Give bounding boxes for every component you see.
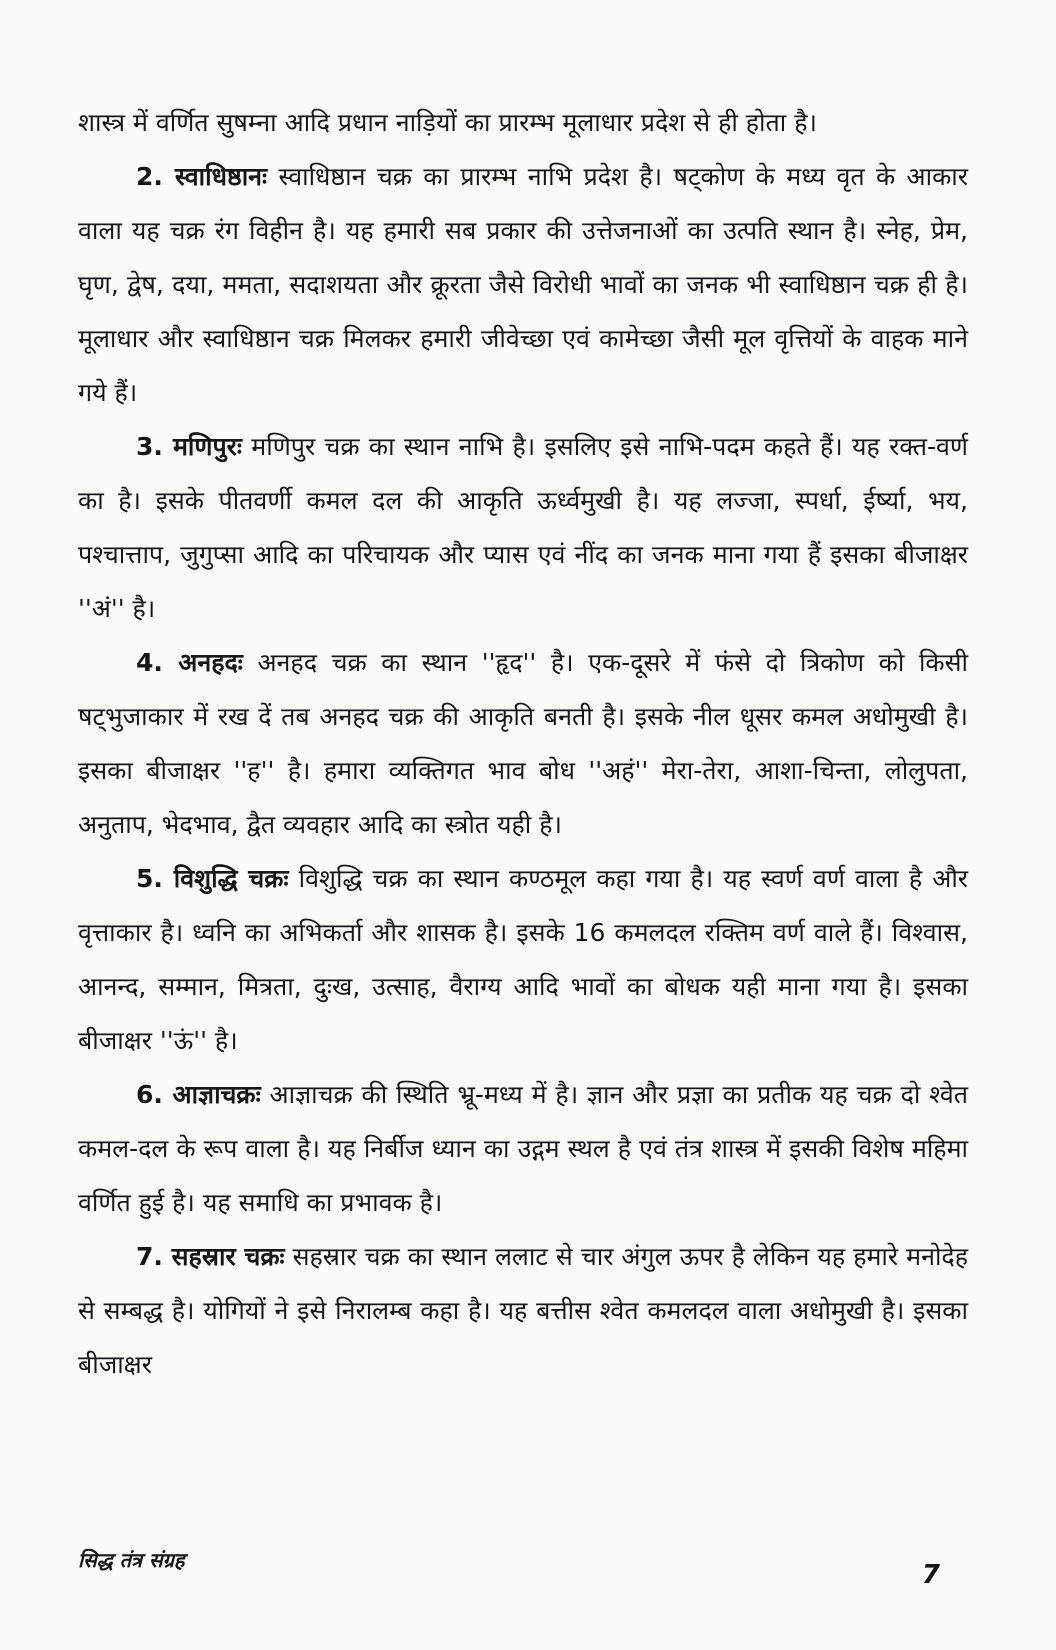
paragraph-text: अनहद चक्र का स्थान ''हृद'' है। एक-दूसरे में फंसे दो त्रिकोण को किसी षट्भुजाकार में रख दें तब अनहद चक्र की आकृति बनती है। इसके नील धूसर कमल अधोमुखी है। इसका बीजाक्षर ''ह'' है। हमारा व्यक्तिगत भाव बोध ''अहं'' मेरा-तेरा, आशा-चिन्ता, लोलुपता, अनुताप, भेदभाव, द्वैत व्यवहार आदि का स्त्रोत यही है। xyxy=(78,648,968,839)
section-heading: 3. मणिपुरः xyxy=(136,432,242,461)
paragraph-text: आज्ञाचक्र की स्थिति भ्रू-मध्य में है। ज्ञान और प्रज्ञा का प्रतीक यह चक्र दो श्वेत कमल-दल के रूप वाला है। यह निर्बीज ध्यान का उद्गम स्थल है एवं तंत्र शास्त्र में इसकी विशेष महिमा वर्णित हुई है। यह समाधि का प्रभावक है। xyxy=(78,1080,968,1217)
paragraph-text: विशुद्धि चक्र का स्थान कण्ठमूल कहा गया है। यह स्वर्ण वर्ण वाला है और वृत्ताकार है। ध्वनि का अभिकर्ता और शासक है। इसके 16 कमलदल रक्तिम वर्ण वाले हैं। विश्वास, आनन्द, सम्मान, मित्रता, दुःख, उत्साह, वैराग्य आदि भावों का बोधक यही माना गया है। इसका बीजाक्षर ''ऊं'' है। xyxy=(78,864,969,1055)
page-number: 7 xyxy=(921,1560,940,1590)
section-heading: 6. आज्ञाचक्रः xyxy=(136,1080,261,1109)
paragraph-sahasrar xyxy=(78,1230,968,1392)
page-body xyxy=(78,96,968,1392)
paragraph-vishuddhi xyxy=(78,852,968,1068)
paragraph-manipur xyxy=(78,420,968,636)
paragraph-anahad xyxy=(78,636,968,852)
paragraph-text: मणिपुर चक्र का स्थान नाभि है। इसलिए इसे नाभि-पदम कहते हैं। यह रक्त-वर्ण का है। इसके पीतवर्णी कमल दल की आकृति ऊर्ध्वमुखी है। यह लज्जा, स्पर्धा, ईर्ष्या, भय, पश्चात्ताप, जुगुप्सा आदि का परिचायक और प्यास एवं नींद का जनक माना गया हैं इसका बीजाक्षर ''अं'' है। xyxy=(78,432,968,623)
paragraph-text: स्वाधिष्ठान चक्र का प्रारम्भ नाभि प्रदेश है। षट्कोण के मध्य वृत के आकार वाला यह चक्र रंग विहीन है। यह हमारी सब प्रकार की उत्तेजनाओं का उत्पति स्थान है। स्नेह, प्रेम, घृण, द्वेष, दया, ममता, सदाशयता और क्रूरता जैसे विरोधी भावों का जनक भी स्वाधिष्ठान चक्र ही है। मूलाधार और स्वाधिष्ठान चक्र मिलकर हमारी जीवेच्छा एवं कामेच्छा जैसी मूल वृत्तियों के वाहक माने गये हैं। xyxy=(78,162,969,407)
section-heading: 2. स्वाधिष्ठानः xyxy=(136,162,268,191)
footer-book-title: सिद्ध तंत्र संग्रह xyxy=(78,1548,185,1572)
paragraph-agya xyxy=(78,1068,968,1230)
section-heading: 4. अनहदः xyxy=(136,648,243,677)
section-heading: 7. सहस्रार चक्रः xyxy=(136,1242,285,1271)
paragraph-text: शास्त्र में वर्णित सुषम्ना आदि प्रधान नाड़ियों का प्रारम्भ मूलाधार प्रदेश से ही होता है। xyxy=(78,108,817,137)
paragraph-intro xyxy=(78,96,968,150)
paragraph-swadhishthan xyxy=(78,150,968,420)
section-heading: 5. विशुद्धि चक्रः xyxy=(136,864,289,893)
paragraph-text: सहस्रार चक्र का स्थान ललाट से चार अंगुल ऊपर है लेकिन यह हमारे मनोदेह से सम्बद्ध है। योगियों ने इसे निरालम्ब कहा है। यह बत्तीस श्वेत कमलदल वाला अधोमुखी है। इसका बीजाक्षर xyxy=(78,1242,968,1379)
